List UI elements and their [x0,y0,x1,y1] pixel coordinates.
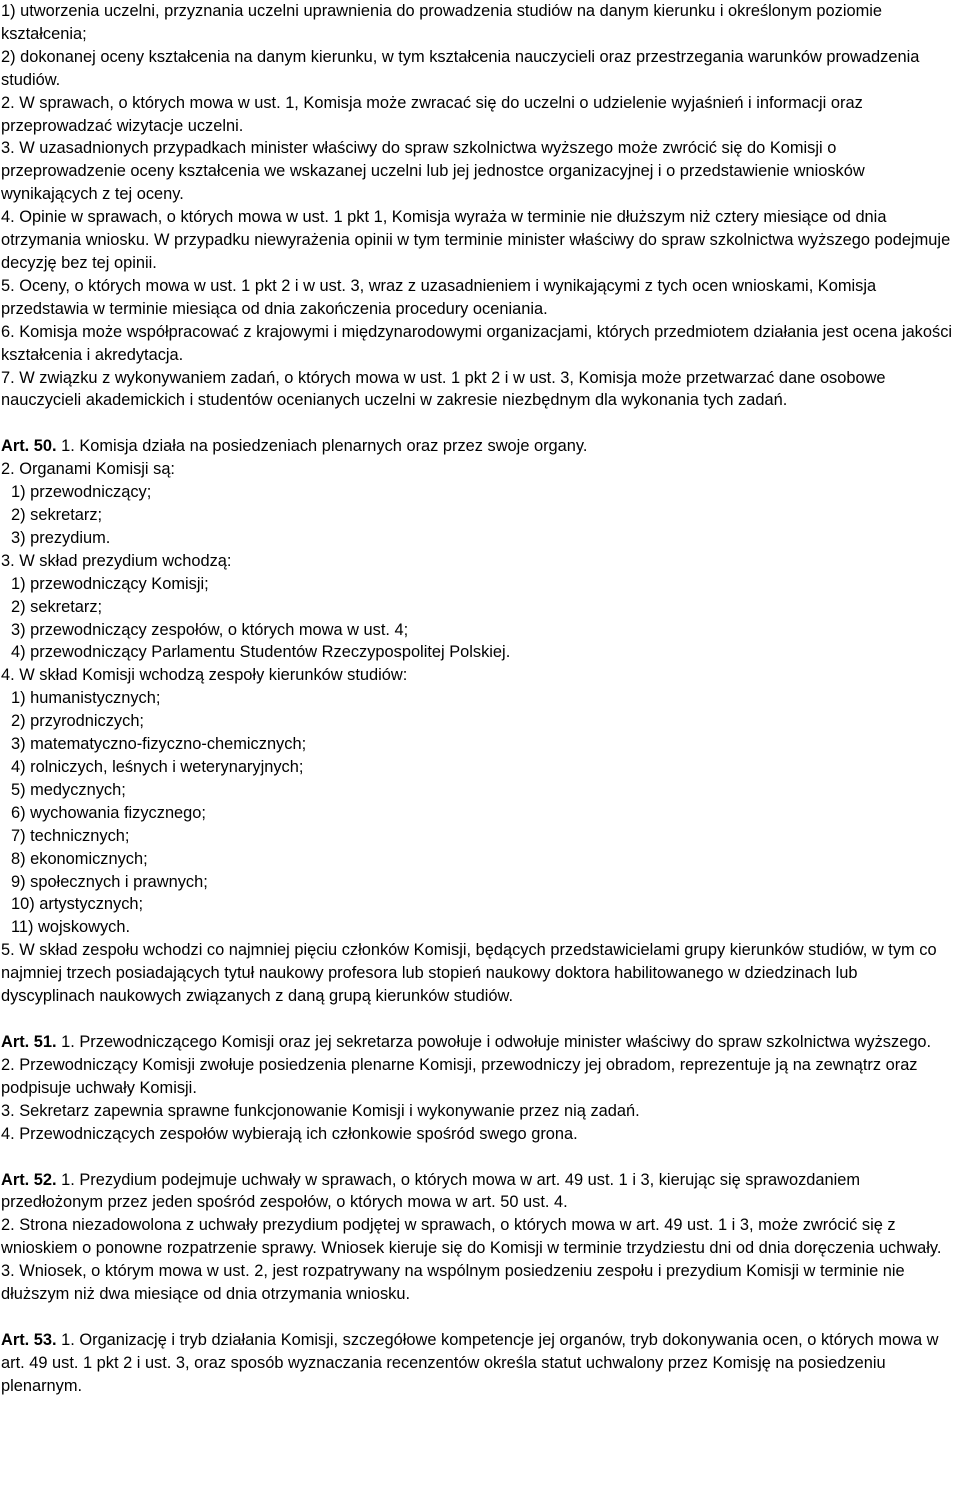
paragraph-text: 6. Komisja może współpracować z krajowymi i międzynarodowymi organizacjami, których przedmiotem działania jest ocena jakości kształcenia i akredytacja. [1,322,953,364]
paragraph-text: 2) sekretarz; [11,506,103,525]
list-item [1,733,955,756]
list-item [1,710,955,733]
list-item [1,527,955,550]
list-item [1,871,955,894]
list-item [1,504,955,527]
paragraph-text: 4. Przewodniczących zespołów wybierają ich członkowie spośród swego grona. [1,1124,578,1143]
paragraph-text: 3. W skład prezydium wchodzą: [1,551,232,570]
paragraph-text: 2. Przewodniczący Komisji zwołuje posiedzenia plenarne Komisji, przewodniczy jej obradom, reprezentuje ją na zewnątrz oraz podpisuje uchwały Komisji. [1,1055,918,1097]
paragraph-text: 11) wojskowych. [11,918,131,937]
list-item [1,481,955,504]
paragraph [1,367,955,413]
article-paragraph [1,1031,955,1054]
paragraph-gap [1,1146,955,1169]
paragraph-text: 4. Opinie w sprawach, o których mowa w ust. 1 pkt 1, Komisja wyraża w terminie nie dłuższym niż cztery miesiące od dnia otrzymania wniosku. W przypadku niewyrażenia opinii w tym terminie minister właściwy do spraw szkolnictwa wyższego podejmuje decyzję bez tej opinii. [1,208,951,272]
paragraph-text: 2. Organami Komisji są: [1,460,175,479]
paragraph-text: 7) technicznych; [11,826,130,845]
paragraph [1,1100,955,1123]
article-number: Art. 53. [1,1330,57,1349]
list-item [1,779,955,802]
paragraph-text: 1. Prezydium podejmuje uchwały w sprawach, o których mowa w art. 49 ust. 1 i 3, kierując się sprawozdaniem przedłożonym przez jeden spośród zespołów, o których mowa w art. 50 ust. 4. [1,1170,861,1212]
paragraph-text: 1) przewodniczący; [11,483,152,502]
paragraph [1,1054,955,1100]
paragraph [1,939,955,1008]
paragraph-text: 1) przewodniczący Komisji; [11,574,209,593]
list-item [1,893,955,916]
article-number: Art. 52. [1,1170,57,1189]
paragraph [1,137,955,206]
paragraph [1,1214,955,1260]
paragraph [1,275,955,321]
paragraph-text: 1. Komisja działa na posiedzeniach plenarnych oraz przez swoje organy. [56,437,588,456]
list-item [1,825,955,848]
list-item [1,596,955,619]
article-number: Art. 51. [1,1032,57,1051]
paragraph-text: 7. W związku z wykonywaniem zadań, o których mowa w ust. 1 pkt 2 i w ust. 3, Komisja może przetwarzać dane osobowe nauczycieli akademickich i studentów ocenianych uczelni w zakresie niezbędnym dla wykonania tych zadań. [1,368,886,410]
paragraph-text: 9) społecznych i prawnych; [11,872,208,891]
paragraph [1,321,955,367]
paragraph-text: 3. Wniosek, o którym mowa w ust. 2, jest rozpatrywany na wspólnym posiedzeniu zespołu i prezydium Komisji w terminie nie dłuższym niż dwa miesiące od dnia otrzymania wniosku. [1,1262,905,1304]
paragraph-text: 3) prezydium. [11,528,111,547]
paragraph-text: 4) przewodniczący Parlamentu Studentów Rzeczypospolitej Polskiej. [11,643,511,662]
paragraph-text: 1. Przewodniczącego Komisji oraz jej sekretarza powołuje i odwołuje minister właściwy do spraw szkolnictwa wyższego. [56,1032,932,1051]
paragraph-text: 5) medycznych; [11,780,126,799]
paragraph-text: 6) wychowania fizycznego; [11,803,206,822]
list-item [1,848,955,871]
paragraph-gap [1,1306,955,1329]
list-item [1,573,955,596]
paragraph-text: 3. Sekretarz zapewnia sprawne funkcjonowanie Komisji i wykonywanie przez nią zadań. [1,1101,640,1120]
list-item [1,756,955,779]
paragraph-text: 8) ekonomicznych; [11,849,148,868]
paragraph-text: 4. W skład Komisji wchodzą zespoły kierunków studiów: [1,666,408,685]
paragraph-gap [1,1008,955,1031]
paragraph [1,0,955,46]
paragraph [1,206,955,275]
paragraph [1,458,955,481]
list-item [1,687,955,710]
paragraph-text: 1. Organizację i tryb działania Komisji, szczegółowe kompetencje jej organów, tryb dokonywania ocen, o których mowa w art. 49 ust. 1 pkt 2 i ust. 3, oraz sposób wyznaczania recenzentów określa statut uchwalony przez Komisję na posiedzeniu plenarnym. [1,1330,939,1395]
paragraph-text: 1) utworzenia uczelni, przyznania uczelni uprawnienia do prowadzenia studiów na danym kierunku i określonym poziomie kształcenia; [1,2,883,43]
paragraph-text: 4) rolniczych, leśnych i weterynaryjnych; [11,758,304,776]
paragraph-text: 2) sekretarz; [11,597,103,616]
paragraph [1,550,955,573]
paragraph [1,1260,955,1306]
list-item [1,619,955,642]
paragraph [1,1123,955,1146]
paragraph [1,664,955,687]
paragraph-text: 5. W skład zespołu wchodzi co najmniej pięciu członków Komisji, będących przedstawicielami grupy kierunków studiów, w tym co najmniej trzech posiadających tytuł naukowy profesora lub stopień naukowy doktora habilitowanego w dziedzinach lub dyscyplinach naukowych związanych z daną grupą kierunków studiów. [1,941,937,1006]
list-item [1,641,955,664]
list-item [1,916,955,939]
paragraph-text: 2. Strona niezadowolona z uchwały prezydium podjętej w sprawach, o których mowa w art. 49 ust. 1 i 3, może zwrócić się z wnioskiem o ponowne rozpatrzenie sprawy. Wniosek kieruje się do Komisji w terminie trzydziestu dni od dnia doręczenia uchwały. [1,1216,942,1258]
paragraph-text: 2. W sprawach, o których mowa w ust. 1, Komisja może zwracać się do uczelni o udzielenie wyjaśnień i informacji oraz przeprowadzać wizytacje uczelni. [1,93,863,135]
article-paragraph [1,1169,955,1215]
paragraph [1,46,955,92]
paragraph-text: 2) dokonanej oceny kształcenia na danym kierunku, w tym kształcenia nauczycieli oraz przestrzegania warunków prowadzenia studiów. [1,47,920,89]
paragraph-text: 5. Oceny, o których mowa w ust. 1 pkt 2 i w ust. 3, wraz z uzasadnieniem i wynikającymi z tych ocen wnioskami, Komisja przedstawia w terminie miesiąca od dnia zakończenia procedury oceniania. [1,276,877,318]
paragraph-text: 3. W uzasadnionych przypadkach minister właściwy do spraw szkolnictwa wyższego może zwrócić się do Komisji o przeprowadzenie oceny kształcenia we wskazanej uczelni lub jej jednostce organizacyjnej i o przedstawienie wniosków wynikających z tej oceny. [1,139,865,204]
paragraph [1,92,955,138]
list-item [1,802,955,825]
paragraph-text: 10) artystycznych; [11,895,144,914]
article-paragraph [1,1329,955,1398]
paragraph-text: 3) przewodniczący zespołów, o których mowa w ust. 4; [11,620,409,639]
article-paragraph [1,435,955,458]
paragraph-text: 2) przyrodniczych; [11,712,144,731]
article-number: Art. 50. [1,437,57,456]
paragraph-text: 3) matematyczno-fizyczno-chemicznych; [11,735,307,754]
paragraph-text: 1) humanistycznych; [11,689,161,708]
paragraph-gap [1,412,955,435]
